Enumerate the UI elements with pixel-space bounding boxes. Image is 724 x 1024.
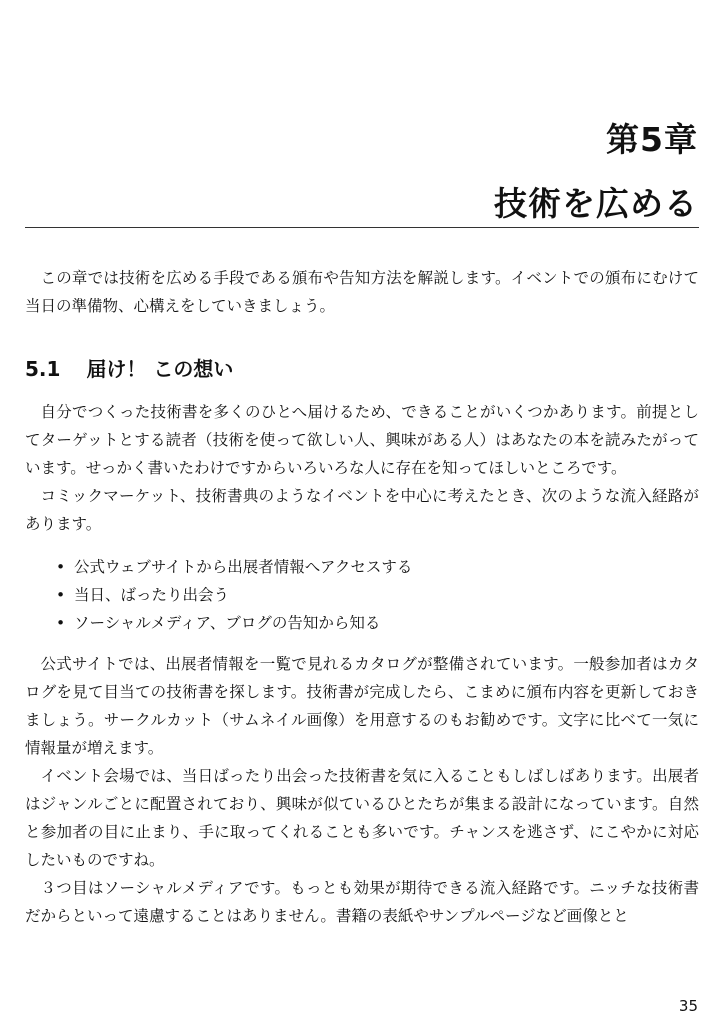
section-number: 5.1 — [25, 357, 61, 381]
body-paragraph: 自分でつくった技術書を多くのひとへ届けるため、できることがいくつかあります。前提としてターゲットとする読者（技術を使って欲しい人、興味がある人）はあなたの本を読みたがっています。せっかく書いたわけですからいろいろな人に存在を知ってほしいところです。 — [25, 403, 699, 477]
chapter-divider — [25, 227, 699, 228]
body-paragraph: イベント会場では、当日ばったり出会った技術書を気に入ることもしばしばあります。出展者はジャンルごとに配置されており、興味が似ているひとたちが集まる設計になっています。自然と参加者の目に止まり、手に取ってくれることも多いです。チャンスを逃さず、にこやかに対応したいものですね。 — [25, 767, 699, 869]
body-paragraph: ３つ目はソーシャルメディアです。もっとも効果が期待できる流入経路です。ニッチな技術書だからといって遠慮することはありません。書籍の表紙やサンプルページなど画像とと — [25, 879, 699, 925]
section-heading — [25, 352, 233, 386]
bullet-marker: • — [56, 614, 66, 632]
list-item — [56, 553, 412, 581]
list-item-text: ソーシャルメディア、ブログの告知から知る — [74, 614, 381, 632]
body-paragraph: 公式サイトでは、出展者情報を一覧で見れるカタログが整備されています。一般参加者はカタログを見て目当ての技術書を探します。技術書が完成したら、こまめに頒布内容を更新しておきましょう。サークルカット（サムネイル画像）を用意するのもお勧めです。文字に比べて一気に情報量が増えます。 — [25, 655, 699, 757]
bullet-marker: • — [56, 586, 66, 604]
list-item — [56, 581, 412, 609]
list-item-text: 当日、ばったり出会う — [74, 586, 230, 604]
page-number: 35 — [678, 997, 698, 1015]
section-title: 届け！ この想い — [86, 357, 234, 381]
chapter-title: 技術を広める — [494, 184, 698, 223]
list-item — [56, 609, 412, 637]
chapter-heading — [494, 108, 698, 236]
list-item-text: 公式ウェブサイトから出展者情報へアクセスする — [74, 558, 413, 576]
inflow-route-list — [56, 553, 412, 637]
bullet-marker: • — [56, 558, 66, 576]
chapter-intro-paragraph: この章では技術を広める手段である頒布や告知方法を解説します。イベントでの頒布にむけて当日の準備物、心構えをしていきましょう。 — [25, 269, 699, 315]
chapter-number: 第5章 — [606, 120, 698, 159]
body-paragraph: コミックマーケット、技術書典のようなイベントを中心に考えたとき、次のような流入経路があります。 — [25, 487, 699, 533]
